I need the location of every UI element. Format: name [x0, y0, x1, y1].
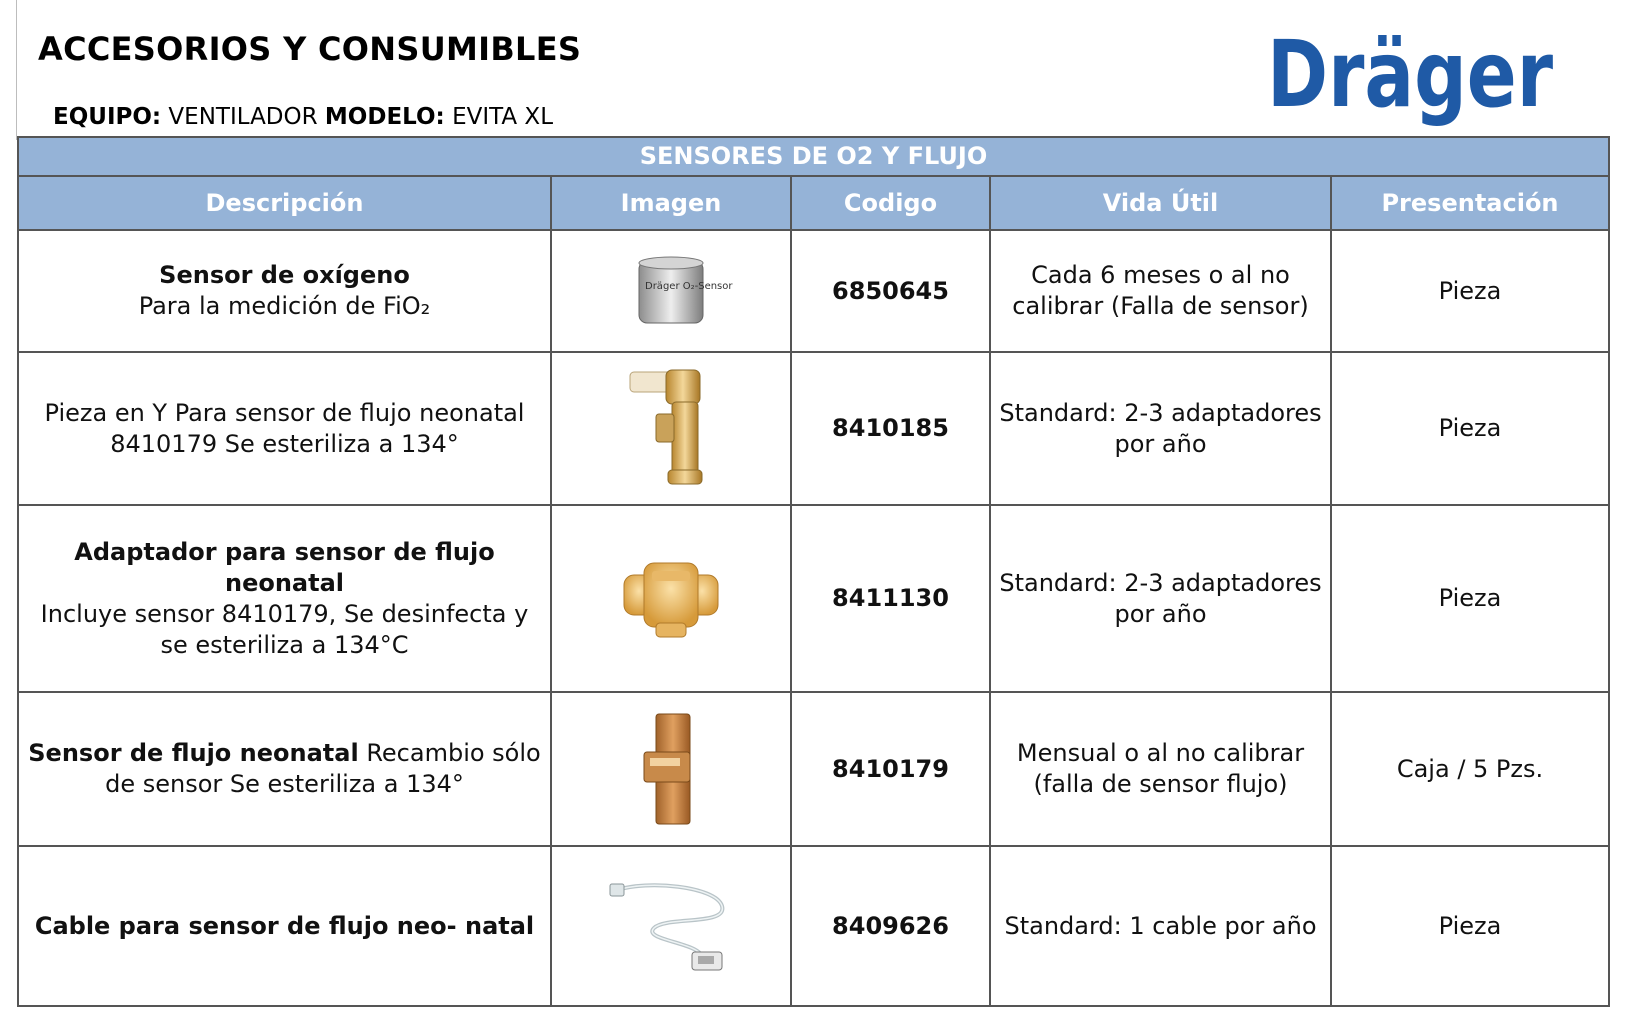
neonatal-flow-sensor-image	[636, 712, 706, 827]
row-presentation: Pieza	[1331, 230, 1609, 352]
page-left-rule	[16, 0, 17, 140]
table-row	[18, 505, 1609, 692]
row-code: 6850645	[791, 230, 990, 352]
equipo-label: EQUIPO:	[53, 104, 162, 130]
row-life: Standard: 1 cable por año	[990, 846, 1331, 1006]
row-presentation: Pieza	[1331, 846, 1609, 1006]
row-life: Mensual o al no calibrar (falla de sensor flujo)	[990, 692, 1331, 846]
col-header-descripcion: Descripción	[18, 176, 551, 230]
row-description	[18, 846, 551, 1006]
desc-text: Incluye sensor 8410179, Se desinfecta y se esteriliza a 134°C	[40, 599, 529, 659]
drager-logo	[1263, 22, 1563, 132]
col-header-codigo: Codigo	[791, 176, 990, 230]
desc-bold: Sensor de oxígeno	[159, 261, 410, 289]
y-piece-image	[626, 366, 716, 491]
row-description	[18, 692, 551, 846]
row-life: Standard: 2-3 adaptadores por año	[990, 352, 1331, 505]
row-presentation: Pieza	[1331, 505, 1609, 692]
table-row	[18, 846, 1609, 1006]
row-presentation: Pieza	[1331, 352, 1609, 505]
flow-adapter-image	[616, 551, 726, 646]
equipo-value: VENTILADOR	[168, 104, 318, 130]
modelo-label: MODELO:	[324, 104, 445, 130]
flow-sensor-cable-image	[606, 876, 736, 976]
row-image-cell	[551, 846, 791, 1006]
desc-text: Para la medición de FiO₂	[138, 292, 431, 320]
equipment-line	[53, 104, 553, 130]
row-code: 8410179	[791, 692, 990, 846]
oxygen-sensor-image	[631, 251, 733, 331]
row-description	[18, 505, 551, 692]
row-life: Cada 6 meses o al no calibrar (Falla de sensor)	[990, 230, 1331, 352]
desc-text: Pieza en Y Para sensor de flujo neonatal 8410179 Se esteriliza a 134°	[44, 398, 525, 458]
svg-text:Dräger O₂-Sensor: Dräger O₂-Sensor	[645, 281, 733, 292]
desc-text: Recambio sólo de sensor Se esteriliza a 134°	[105, 739, 541, 798]
table-row	[18, 352, 1609, 505]
desc-bold: Adaptador para sensor de flujo neonatal	[74, 537, 495, 597]
row-code: 8409626	[791, 846, 990, 1006]
modelo-value: EVITA XL	[452, 104, 554, 130]
desc-bold: Cable para sensor de flujo neo- natal	[34, 911, 535, 940]
row-presentation: Caja / 5 Pzs.	[1331, 692, 1609, 846]
row-image-cell	[551, 692, 791, 846]
row-life: Standard: 2-3 adaptadores por año	[990, 505, 1331, 692]
row-code: 8410185	[791, 352, 990, 505]
row-image-cell	[551, 505, 791, 692]
svg-text:Dräger: Dräger	[1267, 21, 1554, 128]
row-image-cell	[551, 352, 791, 505]
accessories-table	[17, 136, 1610, 1007]
row-code: 8411130	[791, 505, 990, 692]
col-header-presentacion: Presentación	[1331, 176, 1609, 230]
table-row	[18, 692, 1609, 846]
table-row	[18, 230, 1609, 352]
desc-bold: Sensor de flujo neonatal	[28, 739, 359, 767]
row-description	[18, 230, 551, 352]
col-header-imagen: Imagen	[551, 176, 791, 230]
page-title: ACCESORIOS Y CONSUMIBLES	[38, 30, 582, 68]
row-description	[18, 352, 551, 505]
row-image-cell	[551, 230, 791, 352]
col-header-vida-util: Vida Útil	[990, 176, 1331, 230]
section-title: SENSORES DE O2 Y FLUJO	[18, 137, 1609, 176]
